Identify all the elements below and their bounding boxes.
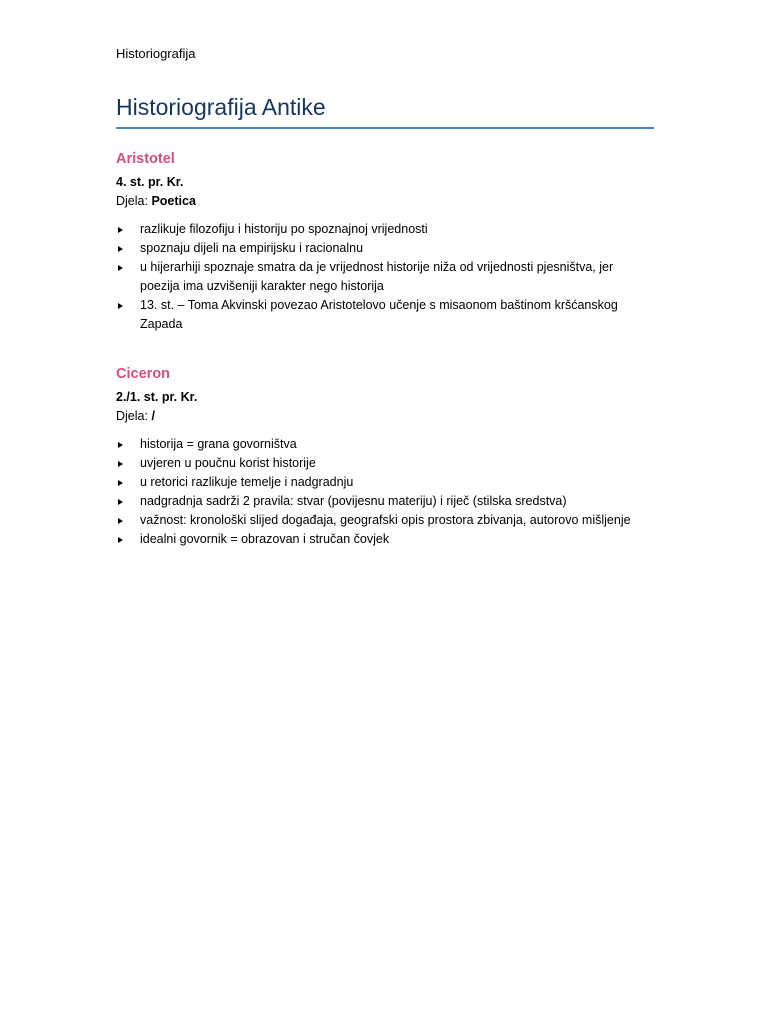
document-title: Historiografija Antike	[116, 94, 654, 129]
list-item-text: u hijerarhiji spoznaje smatra da je vrijednost historije niža od vrijednosti pjesništva, jer poezija ima uzvišeniji karakter nego historija	[140, 260, 614, 293]
list-item	[116, 239, 656, 258]
list-item-text: 13. st. – Toma Akvinski povezao Aristotelovo učenje s misaonom baštinom kršćanskog Zapada	[140, 298, 618, 331]
list-item-text: historija = grana govorništva	[140, 437, 297, 451]
works-label: Djela:	[116, 409, 148, 423]
list-item-text: uvjeren u poučnu korist historije	[140, 456, 316, 470]
section-aristotel	[116, 151, 656, 334]
list-item-text: spoznaju dijeli na empirijsku i racionalnu	[140, 241, 364, 255]
list-item	[116, 530, 656, 549]
period-line	[116, 388, 656, 407]
bullet-list	[116, 435, 656, 549]
list-item-text: razlikuje filozofiju i historiju po spoznajnoj vrijednosti	[140, 222, 428, 236]
triangle-bullet-icon	[118, 518, 123, 524]
triangle-bullet-icon	[118, 227, 123, 233]
list-item	[116, 435, 656, 454]
triangle-bullet-icon	[118, 461, 123, 467]
list-item-text: važnost: kronološki slijed događaja, geografski opis prostora zbivanja, autorovo mišljenje	[140, 513, 631, 527]
period: 4. st. pr. Kr.	[116, 175, 184, 189]
period: 2./1. st. pr. Kr.	[116, 390, 198, 404]
works-line	[116, 192, 656, 211]
list-item-text: nadgradnja sadrži 2 pravila: stvar (povijesnu materiju) i riječ (stilska sredstva)	[140, 494, 567, 508]
list-item	[116, 296, 656, 334]
list-item-text: u retorici razlikuje temelje i nadgradnju	[140, 475, 354, 489]
triangle-bullet-icon	[118, 442, 123, 448]
works-line	[116, 407, 656, 426]
section-ciceron	[116, 366, 656, 549]
list-item	[116, 473, 656, 492]
triangle-bullet-icon	[118, 499, 123, 505]
works-value: Poetica	[151, 194, 196, 208]
section-heading: Aristotel	[116, 151, 175, 167]
list-item	[116, 220, 656, 239]
list-item-text: idealni govornik = obrazovan i stručan čovjek	[140, 532, 390, 546]
triangle-bullet-icon	[118, 537, 123, 543]
list-item	[116, 511, 656, 530]
works-value: /	[151, 409, 155, 423]
bullet-list	[116, 220, 656, 334]
triangle-bullet-icon	[118, 246, 123, 252]
works-label: Djela:	[116, 194, 148, 208]
triangle-bullet-icon	[118, 480, 123, 486]
triangle-bullet-icon	[118, 265, 123, 271]
list-item	[116, 258, 656, 296]
running-header: Historiografija	[116, 46, 196, 61]
list-item	[116, 454, 656, 473]
list-item	[116, 492, 656, 511]
triangle-bullet-icon	[118, 303, 123, 309]
period-line	[116, 173, 656, 192]
section-heading: Ciceron	[116, 366, 170, 382]
